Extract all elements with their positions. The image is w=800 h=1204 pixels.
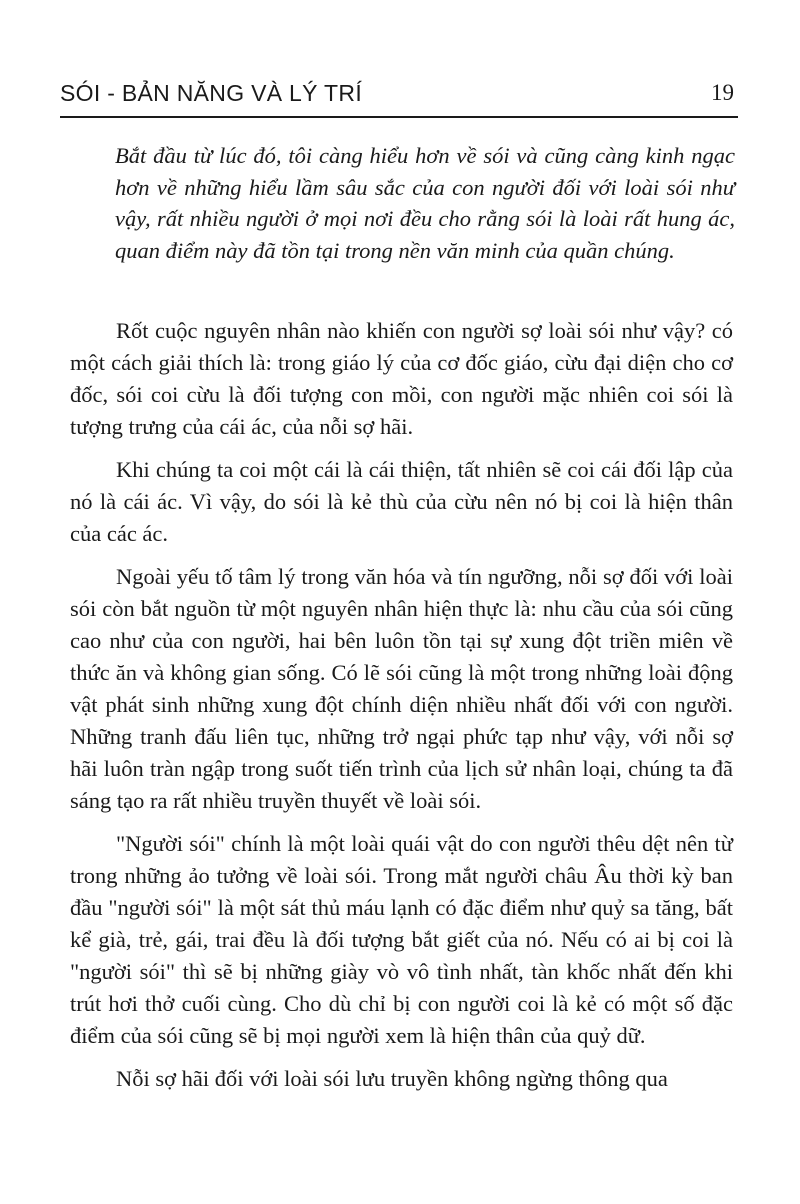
running-header xyxy=(60,78,736,114)
page-number: 19 xyxy=(711,80,734,105)
paragraph: "Người sói" chính là một loài quái vật do con người thêu dệt nên từ trong những ảo tưởng về loài sói. Trong mắt người châu Âu thời kỳ ban đầu "người sói" là một sát thủ máu lạnh có đặc điểm như quỷ sa tăng, bất kể già, trẻ, gái, trai đều là đối tượng bắt giết của nó. Nếu có ai bị coi là "người sói" thì sẽ bị những giày vò vô tình nhất, tàn khốc nhất đến khi trút hơi thở cuối cùng. Cho dù chỉ bị con người coi là kẻ có một số đặc điểm của sói cũng sẽ bị mọi người xem là hiện thân của quỷ dữ. xyxy=(70,831,733,1048)
intro-italic-paragraph: Bắt đầu từ lúc đó, tôi càng hiểu hơn về sói và cũng càng kinh ngạc hơn về những hiểu lầm sâu sắc của con người đối với loài sói như vậy, rất nhiều người ở mọi nơi đều cho rằng sói là loài rất hung ác, quan điểm này đã tồn tại trong nền văn minh của quần chúng. xyxy=(115,143,735,263)
paragraph: Ngoài yếu tố tâm lý trong văn hóa và tín ngưỡng, nỗi sợ đối với loài sói còn bắt nguồn từ một nguyên nhân hiện thực là: nhu cầu của sói cũng cao như của con người, hai bên luôn tồn tại sự xung đột triền miên về thức ăn và không gian sống. Có lẽ sói cũng là một trong những loài động vật phát sinh những xung đột chính diện nhiều nhất đối với con người. Những tranh đấu liên tục, những trở ngại phức tạp như vậy, với nỗi sợ hãi luôn tràn ngập trong suốt tiến trình của lịch sử nhân loại, chúng ta đã sáng tạo ra rất nhiều truyền thuyết về loài sói. xyxy=(70,564,733,813)
body-text xyxy=(70,315,733,1106)
book-title: SÓI - BẢN NĂNG VÀ LÝ TRÍ xyxy=(60,80,363,106)
paragraph: Khi chúng ta coi một cái là cái thiện, tất nhiên sẽ coi cái đối lập của nó là cái ác. Vì vậy, do sói là kẻ thù của cừu nên nó bị coi là hiện thân của các ác. xyxy=(70,457,733,546)
paragraph: Nỗi sợ hãi đối với loài sói lưu truyền không ngừng thông qua xyxy=(116,1066,668,1091)
paragraph: Rốt cuộc nguyên nhân nào khiến con người sợ loài sói như vậy? có một cách giải thích là: trong giáo lý của cơ đốc giáo, cừu đại diện cho cơ đốc, sói coi cừu là đối tượng con mồi, con người mặc nhiên coi sói là tượng trưng của cái ác, của nỗi sợ hãi. xyxy=(70,318,733,439)
header-divider xyxy=(60,116,738,118)
